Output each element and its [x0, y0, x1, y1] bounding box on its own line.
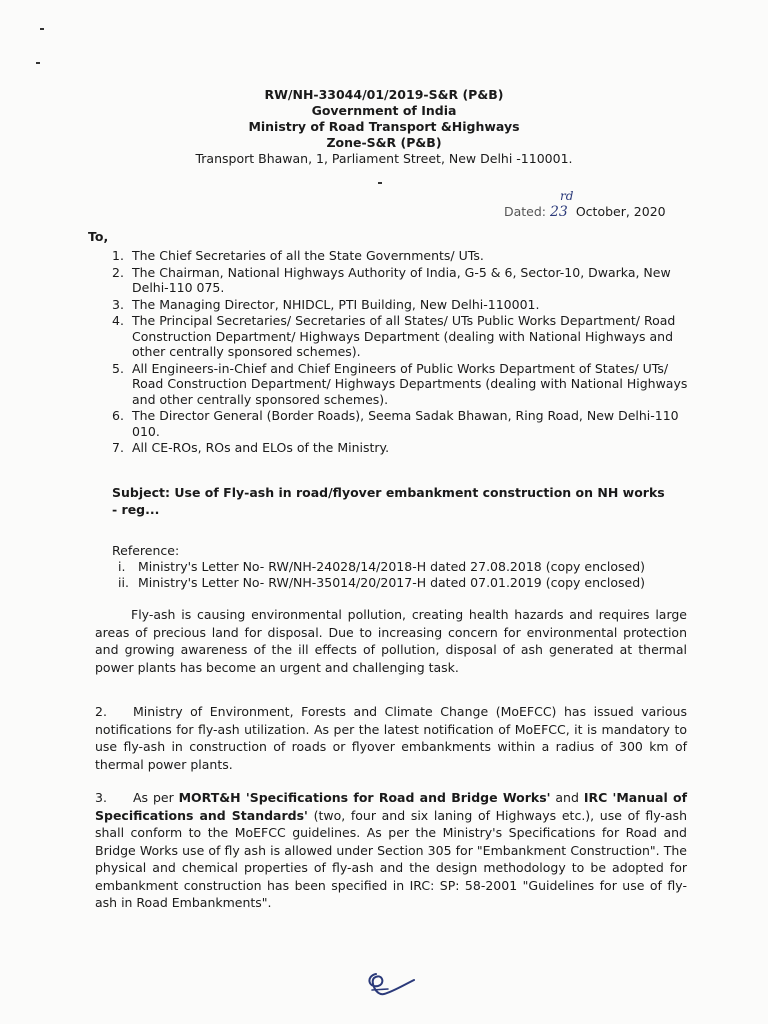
- reference-item: ii. Ministry's Letter No- RW/NH-35014/20/2017-H dated 07.01.2019 (copy enclosed): [118, 575, 646, 590]
- reference-label: Reference:: [112, 543, 180, 558]
- to-label: To,: [88, 229, 109, 244]
- scan-speck: [40, 28, 44, 30]
- list-item: 3. The Managing Director, NHIDCL, PTI Building, New Delhi-110001.: [112, 296, 540, 312]
- paragraph-2-text: Ministry of Environment, Forests and Climate Change (MoEFCC) has issued various notifications for fly-ash utilization. As per the latest notification of MoEFCC, it is mandatory to use fly-ash in construction of roads or flyover embankments within a radius of 300 km of thermal power plants.: [95, 704, 687, 772]
- government-name: Government of India: [311, 103, 457, 118]
- list-item: 7. All CE-ROs, ROs and ELOs of the Ministry.: [112, 440, 390, 455]
- separator-dash: [378, 182, 382, 184]
- date-line: [504, 189, 666, 220]
- scan-speck: [36, 62, 40, 64]
- date-day: [550, 189, 574, 220]
- subject-line: [112, 484, 672, 518]
- letter-ref-number: RW/NH-33044/01/2019-S&R (P&B): [264, 87, 504, 102]
- reference-block: [112, 543, 692, 592]
- list-item: 1. The Chief Secretaries of all the State Governments/ UTs.: [112, 248, 484, 263]
- date-day-number: 23: [550, 204, 568, 220]
- paragraph-3: 3. As per MORT&H 'Specifications for Road and Bridge Works' and IRC 'Manual of Specifications and Standards' (two, four and six laning of Highways etc.), use of fly-ash shall conform to the MoEFCC guidelines. As per the Ministry's Specifications for Road and Bridge Works use of fly ash is allowed under Section 305 for "Embankment Construction". The physical and chemical properties of fly-ash and the design methodology to be adopted for embankment construction has been specified in IRC: SP: 58-2001 "Guidelines for use of fly-ash in Road Embankments".: [95, 790, 688, 910]
- list-item: 6. The Director General (Border Roads), Seema Sadak Bhawan, Ring Road, New Delhi-110 010.: [112, 408, 679, 439]
- paragraph-1: Fly-ash is causing environmental pollution, creating health hazards and requires large areas of precious land for disposal. Due to increasing concern for environmental protection and growing awareness of the ill effects of pollution, disposal of ash generated at thermal power plants has become an urgent and challenging task.: [95, 607, 687, 675]
- handwritten-initials: [362, 966, 422, 1002]
- irc-manual-title: IRC 'Manual of Specifications and Standards': [95, 790, 688, 823]
- ministry-address: Transport Bhawan, 1, Parliament Street, New Delhi -110001.: [195, 151, 573, 166]
- date-month-year: October, 2020: [575, 204, 666, 219]
- list-item: 2. The Chairman, National Highways Authority of India, G-5 & 6, Sector-10, Dwarka, New Delhi-110 075.: [112, 264, 671, 295]
- paragraph-2: [95, 703, 687, 773]
- paragraph-2-number: 2.: [95, 704, 107, 719]
- zone-name: Zone-S&R (P&B): [326, 135, 442, 150]
- mort-h-spec-title: MORT&H 'Specifications for Road and Bridge Works': [178, 790, 551, 805]
- date-day-suffix: rd: [560, 189, 574, 203]
- date-label: Dated:: [504, 204, 547, 219]
- paragraph-3-number: 3.: [95, 790, 107, 805]
- list-item: 5. All Engineers-in-Chief and Chief Engineers of Public Works Department of States/ UTs/ Road Construction Department/ Highways Departments (dealing with National Highways and other centrally sponsored schemes).: [112, 360, 688, 407]
- recipients-list: [112, 248, 702, 457]
- subject-label: Subject:: [112, 485, 170, 500]
- list-item: 4. The Principal Secretaries/ Secretaries of all States/ UTs Public Works Department/ Road Construction Department/ Highways Department (dealing with National Highways and other centrally sponsored schemes).: [112, 313, 676, 359]
- reference-item: i. Ministry's Letter No- RW/NH-24028/14/2018-H dated 27.08.2018 (copy enclosed): [118, 558, 646, 574]
- ministry-name: Ministry of Road Transport &Highways: [248, 119, 520, 134]
- subject-text: Use of Fly-ash in road/flyover embankment construction on NH works - reg...: [112, 485, 665, 517]
